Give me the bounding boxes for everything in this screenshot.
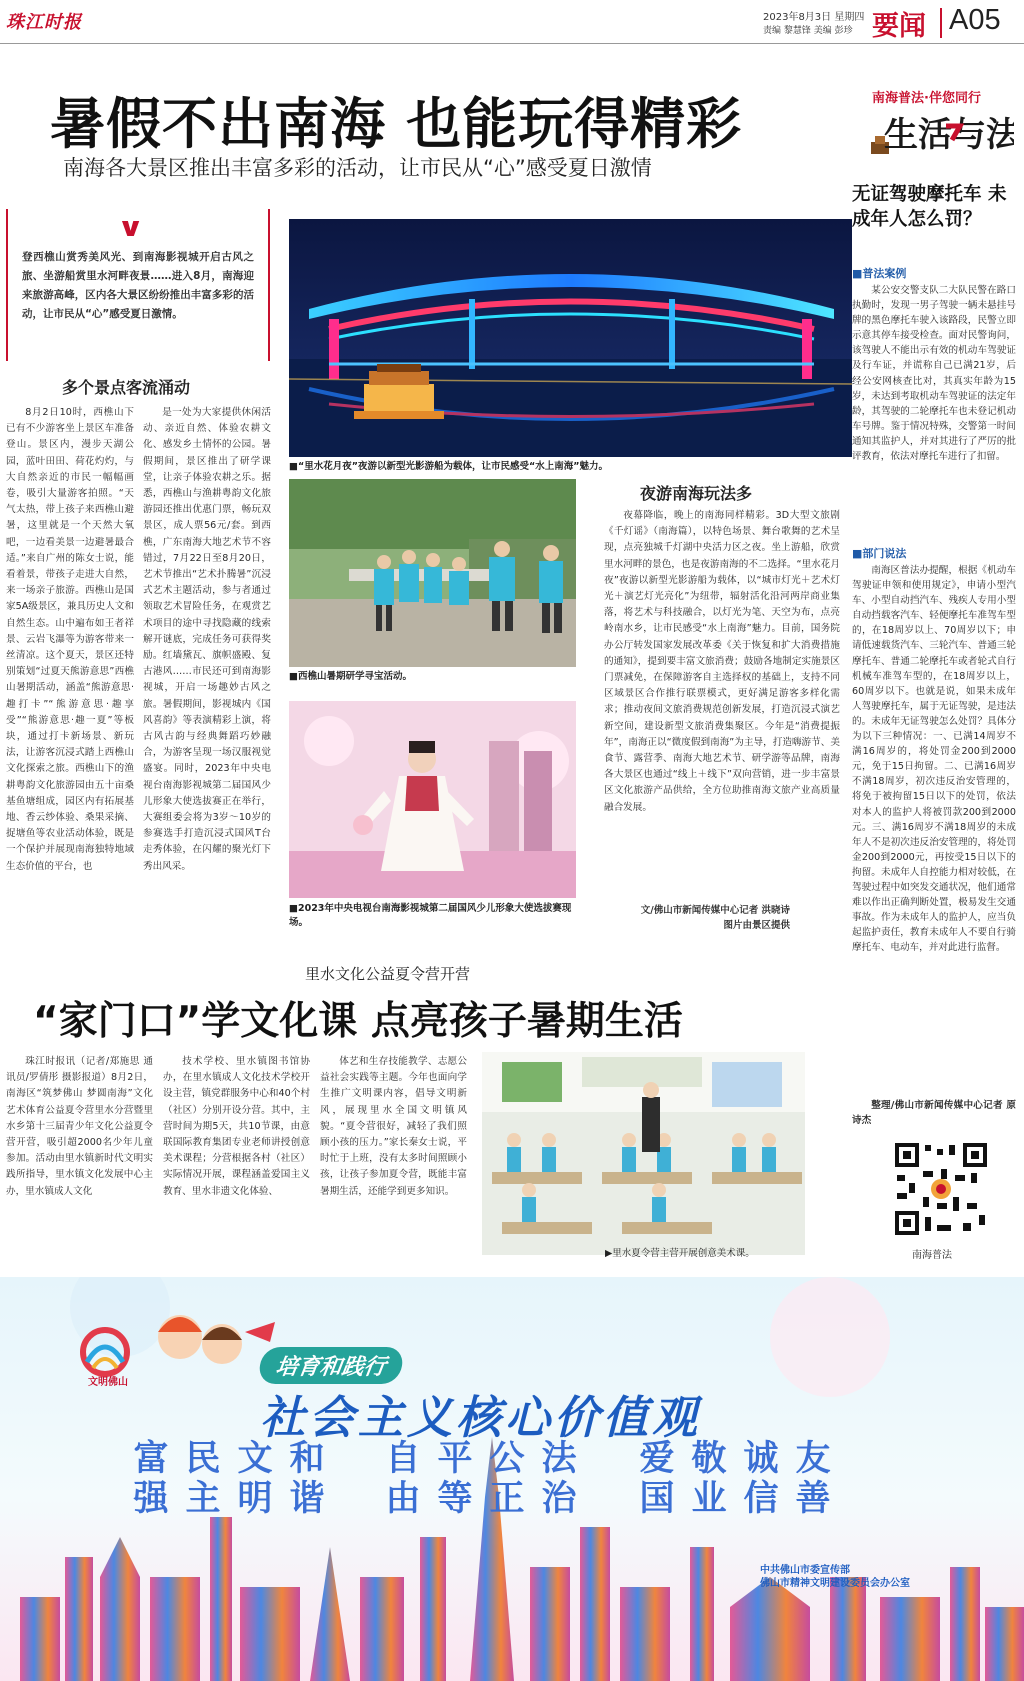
value-fazhi: 法治 [541, 1438, 587, 1519]
value-gongzheng: 公正 [489, 1438, 535, 1519]
page-number: A05 [949, 4, 1001, 36]
article-paragraph: 8月2日10时，西樵山下已有不少游客坐上景区车准备登山。景区内，漫步天湖公园，蓝叶田田、荷花灼灼，与大自然亲近的市民一幅幅画卷，吸引大量游客拍照。“天气太热，带上孩子来西樵山避暑，这里就是一个天然大氧吧，一边看美景一边避暑最合适。”来自广州的陈女士说，能看着景，带孩子走进大自然，来一场亲子旅游。西樵山是国家5A级景区，兼具历史人文和自然生态。山中遍布如王者祥景、云岩飞瀑等为游客带来一丝清凉。这个夏天，景区还特别策划“过夏天熊游意思”西樵山暑期活动，涵盖“熊游意思·趣打卡”“熊游意思·趣享受”“熊游意思·趣一夏”等板块，通过打卡新场景、新玩法，让游客沉浸式踏上西樵山文化探索之旅。西樵山下的渔耕粤韵文化旅游园由五十亩桑基鱼塘组成，园区内有拓展基地、香云纱体验、桑果采摘、捉塘鱼等农业活动体验，既是一个保护并展现南海独特地域生态价值的平台，也 [6, 407, 134, 872]
value-wenming: 文明 [237, 1438, 283, 1519]
article-paragraph: 技术学校、里水镇图书馆协办，在里水镇成人文化技术学校开设主营，镇党群服务中心和40个村（社区）分别开设分营。其中，主营时间为期5天，共10节课，由意联国际教育集团专业老师讲授创意美术课程；分营根据各村（社区）实际情况开展，课程涵盖爱国主义教育、里水非遗文化体验、 [163, 1056, 310, 1197]
sidebar-paragraph: 南海区普法办提醒，根据《机动车驾驶证申领和使用规定》，申请小型汽车、小型自动挡汽车、残疾人专用小型自动挡载客汽车、轻便摩托车准驾车型的，在18周岁以上、70周岁以下；申请低速载货汽车、三轮汽车、普通三轮摩托车、普通二轮摩托车或者轮式自行机械车准驾车型的，在18周岁以上，60周岁以下。也就是说，如果未成年人驾驶摩托车，属于无证驾驶，是违法的。未成年无证驾驶怎么处罚？具体分为以下三种情况：一、已满14周岁不满16周岁的，将处罚金200到2000元，免于15日拘留。二、已满16周岁不满18周岁，初次违反治安管理的，将免于被拘留15日以下的处罚，依法对本人的监护人将被罚款200到2000元。三、满16周岁不满18周岁的未成年人不是初次违反治安管理的，将处罚金200到2000元，再按受15日以下的拘留。未成年人自控能力相对较低，在驾驶过程中如突发交通状况，他们通常难以作出正确判断处置，极易发生交通事故。作为未成年人的监护人，应当负起监护责任，教育未成年人不要自行骑摩托车、电动车，并对此进行监督。 [852, 565, 1016, 954]
value-minzhu: 民主 [185, 1438, 231, 1519]
sidebar-paragraph: 某公安交警支队二大队民警在路口执勤时，发现一男子驾驶一辆未悬挂号牌的黑色摩托车驶入该路段，民警立即示意其停车接受检查。面对民警询问，该驾驶人不能出示有效的机动车驾驶证及行车证，并谎称自己已满21岁，后经公安网核查比对，其真实年龄为15岁，未达到考取机动车驾驶证的法定年龄，其驾驶的二轮摩托车也未登记机动车号牌。鉴于情况特殊，交警第一时间通知其监护人，并对其进行了严厉的批评教育，依法对摩托车进行了扣留。 [852, 285, 1016, 463]
caption-costume-child: ■2023年中央电视台南海影视城第二届国风少儿形象大使选拔赛现场。 [289, 903, 572, 928]
article-paragraph: 体艺和生存技能教学、志愿公益社会实践等主题。今年也面向学生推广文明课内容，倡导文明新风，展现里水全国文明镇风貌。“夏令营很好，减轻了我们照顾小孩的压力。”家长秦女士说，平时忙于上班，没有太多时间照顾小孩，让孩子参加夏令营，既能丰富暑期生活，还能学到更多知识。 [320, 1056, 467, 1197]
caption-night-boat: ■“里水花月夜”夜游以新型光影游船为载体，让市民感受“水上南海”魅力。 [289, 461, 608, 472]
organizer-publicity: 中共佛山市委宣传部 [760, 1565, 850, 1576]
sidebar-case-label: ■普法案例 [852, 267, 907, 280]
main-headline: 暑假不出南海 也能玩得精彩 [50, 92, 743, 156]
value-youshan: 友善 [795, 1438, 841, 1519]
sidebar-dept-label: ■部门说法 [852, 547, 907, 560]
value-chengxin: 诚信 [743, 1438, 789, 1519]
caption-hiking-group: ■西樵山暑期研学寻宝活动。 [289, 671, 412, 682]
sidebar-case-text [852, 283, 1016, 531]
photo-night-boat [289, 219, 852, 457]
header-rule [0, 43, 1024, 44]
sidebar-tag: 南海普法·伴您同行 [872, 91, 981, 106]
value-hexie: 和谐 [289, 1438, 335, 1519]
caption-art-class: ▶里水夏令营主营开展创意美术课。 [605, 1248, 755, 1259]
values-group-society [382, 1439, 590, 1519]
section-heading-night: 夜游南海玩法多 [640, 484, 753, 503]
story2-column-1 [6, 1054, 153, 1244]
value-pingdeng: 平等 [437, 1438, 483, 1519]
story2-column-2 [163, 1054, 310, 1244]
chevron-down-icon: ∨ [116, 213, 145, 243]
banner-organizers [760, 1564, 910, 1590]
article-paragraph: 是一处为大家提供休闲活动、亲近自然、体验农耕文化、感发乡土情怀的公园。暑假期间，景区推出了研学课堂，让亲子体验农耕之乐。据悉，西樵山与渔耕粤韵文化旅游园还推出优惠门票，畅玩双景区，成人票56元/套。到西樵，广东南海大地艺术节不容错过，7月22日至8月20日，艺术节推出“艺术扑腾暑”沉浸式艺术主题活动，参与者通过领取艺术冒险任务，在观赏艺术项目的途中寻找隐藏的线索解开谜底，完成任务可获得奖励。红墙黛瓦、旗帜盛殿、复古港风……市民还可到南海影视城，开启一场趣妙古风之旅。暑假期间，影视城内《国风喜韵》等表演精彩上演，将古风古韵与经典舞蹈巧妙融合，为游客呈现一场汉服视觉盛宴。同时，2023年中央电视台南海影视城第二届国风少儿形象大使选拔赛正在举行，大赛组委会将为3岁～10岁的参赛选手打造沉浸式国风T台走秀体验，在闪耀的聚光灯下秀出风采。 [143, 407, 271, 872]
photo-hiking-group [289, 479, 576, 667]
lead-paragraph: 登西樵山赏秀美风光、到南海影视城开启古风之旅、坐游船赏里水河畔夜景……进入8月，南海迎来旅游高峰，区内各大景区纷纷推出丰富多彩的活动，让市民从“心”感受夏日激情。 [22, 251, 254, 320]
story2-headline: “家门口”学文化课 点亮孩子暑期生活 [33, 999, 683, 1044]
qr-code[interactable] [893, 1141, 989, 1237]
issue-editors: 责编 黎慧锋 美编 彭珍 [763, 26, 853, 36]
header-divider [940, 8, 942, 38]
qr-label: 南海普法 [912, 1250, 952, 1261]
photo-art-class [482, 1052, 805, 1255]
article-paragraph: 夜幕降临，晚上的南海同样精彩。3D大型文旅剧《千灯谣》（南海篇），以特色场景、舞台歌舞的艺术呈现，点亮独城千灯湖中央活力区之夜。坐上游船，欣赏里水河畔的景色，也是夜游南海的不二选择。“里水花月夜”夜游以新型光影游船为载体，以“城市灯光＋艺术灯光＋演艺灯光亮化”为纽带，辐射活化沿河两岸商业集落，将艺术与科技融合，以灯光为笔、天空为布，点亮岭南水乡，让市民感受“水上南海”魅力。目前，国务院办公厅转发国家发展改革委《关于恢复和扩大消费措施的通知》，提到要丰富文旅消费；鼓励各地制定实施景区门票减免，在保障游客自主选择权的基础上，支持不同区域景区合作推行联票模式，更好满足游客多样化需求；推动夜间文旅消费规范创新发展，打造沉浸式演艺新空间，建设新型文旅消费集聚区。今年是“消费提振年”，南海正以“微度假到南海”为主导，打造嗨游节、美食节、露营季、南海大地艺术节、研学游等品牌，南海各大景区也通过“线上＋线下”双向营销，进一步丰富景区文化旅游产品供给，全方位助推南海文旅产业高质量融合发展。 [604, 510, 840, 813]
banner-title: 社会主义核心价值观 [260, 1391, 702, 1444]
column-logo-text: 生活与法 [884, 115, 1014, 155]
sidebar-question: 无证驾驶摩托车 未成年人怎么罚？ [852, 184, 1007, 230]
values-group-state [130, 1439, 338, 1519]
section-heading-crowds: 多个景点客流涌动 [62, 378, 191, 397]
byline-photos: 图片由景区提供 [723, 920, 790, 931]
story2-kicker: 里水文化公益夏令营开营 [305, 965, 471, 983]
article-column-2 [143, 405, 271, 925]
value-ziyou: 自由 [385, 1438, 431, 1519]
values-group-citizen [636, 1439, 844, 1519]
masthead-logo: 珠江时报 [6, 12, 82, 33]
column-logo [868, 106, 1014, 160]
value-jingye: 敬业 [691, 1438, 737, 1519]
banner-logo-text: 文明佛山 [88, 1377, 128, 1388]
issue-date: 2023年8月3日 星期四 [763, 12, 865, 23]
photo-costume-child [289, 701, 576, 898]
main-subheadline: 南海各大景区推出丰富多彩的活动，让市民从“心”感受夏日激情 [63, 156, 652, 180]
sidebar-credit: 整理/佛山市新闻传媒中心记者 原诗杰 [852, 1100, 1016, 1127]
article-column-1 [6, 405, 134, 925]
article-byline [618, 903, 790, 933]
article-paragraph: 珠江时报讯（记者/郑施思 通讯员/罗倩彤 摄影报道）8月2日，南海区“筑梦佛山 梦圆南海”文化艺术体育公益夏令营里水分营暨里水乡第十三届青少年文化公益夏令营开营，吸引超2000名少年儿童参加。活动由里水镇新时代文明实践所指导，里水镇文化发展中心主办，里水镇成人文化 [6, 1056, 153, 1197]
sidebar-dept-text [852, 563, 1016, 1093]
section-name: 要闻 [872, 11, 926, 42]
value-fuqiang: 富强 [133, 1438, 179, 1519]
story2-column-3 [320, 1054, 467, 1244]
value-aiguo: 爱国 [639, 1438, 685, 1519]
organizer-civilization: 佛山市精神文明建设委员会办公室 [760, 1578, 910, 1589]
article-column-3 [604, 508, 840, 888]
byline-reporter: 文/佛山市新闻传媒中心记者 洪晓诗 [640, 905, 790, 916]
banner-kicker: 培育和践行 [257, 1347, 404, 1384]
